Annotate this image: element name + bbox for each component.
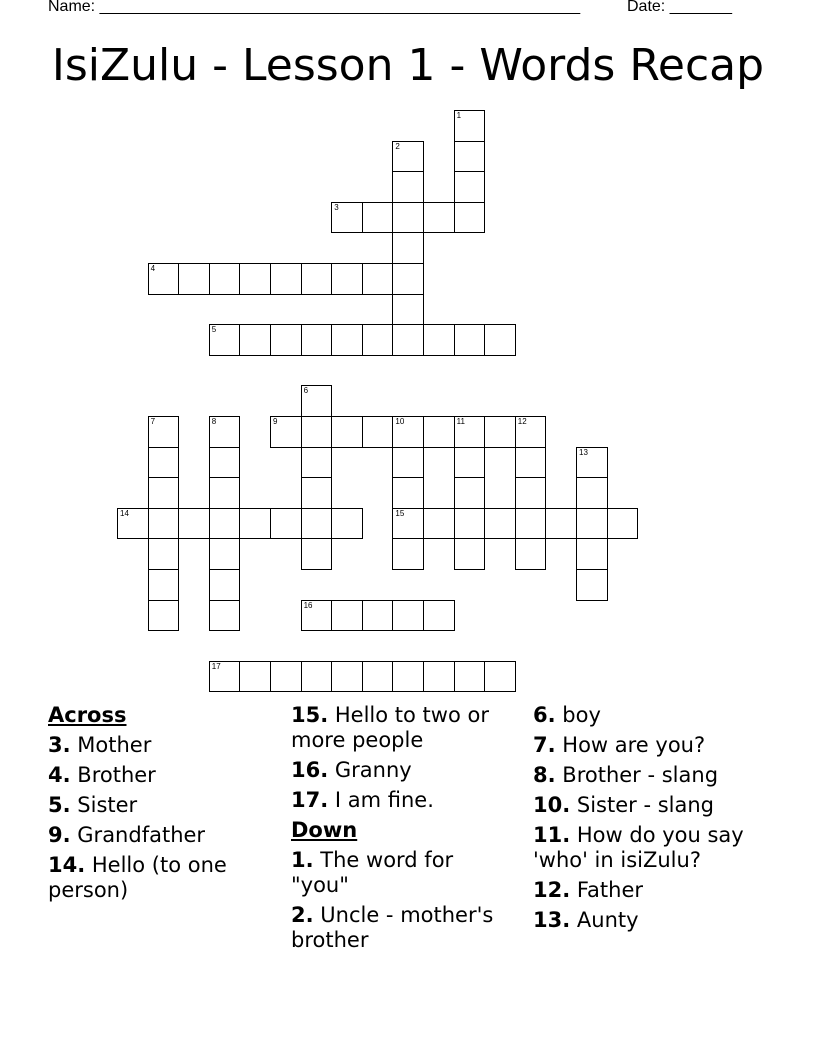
grid-cell[interactable] — [545, 508, 577, 540]
grid-cell[interactable] — [454, 508, 486, 540]
clue-item — [533, 823, 763, 873]
clue-text: I am fine. — [334, 788, 434, 812]
grid-cell[interactable] — [331, 416, 363, 448]
grid-cell[interactable] — [576, 508, 608, 540]
name-field-label: Name: ______________________________________________________ — [48, 0, 581, 15]
grid-cell[interactable] — [392, 294, 424, 326]
grid-cell[interactable] — [392, 141, 424, 173]
clue-text: boy — [562, 703, 601, 727]
clue-item — [48, 733, 278, 758]
clue-text: Sister - slang — [576, 793, 714, 817]
cell-number: 15 — [395, 508, 405, 518]
grid-cell[interactable] — [270, 661, 302, 693]
grid-cell[interactable] — [362, 416, 394, 448]
cell-number: 10 — [395, 417, 405, 426]
grid-cell[interactable] — [148, 416, 180, 448]
grid-cell[interactable] — [301, 538, 333, 570]
grid-cell[interactable] — [301, 508, 333, 540]
grid-cell[interactable] — [331, 202, 363, 234]
grid-cell[interactable] — [515, 416, 547, 448]
grid-cell[interactable] — [148, 263, 180, 295]
date-field-label: Date: _______ — [627, 0, 732, 15]
clue-item — [533, 793, 763, 818]
grid-cell[interactable] — [209, 263, 241, 295]
cell-number: 6 — [303, 386, 309, 396]
clue-section-heading: Down — [291, 818, 358, 842]
grid-cell[interactable] — [209, 324, 241, 356]
clue-number: 7. — [533, 733, 556, 757]
grid-cell[interactable] — [148, 508, 180, 540]
clue-item — [291, 788, 516, 813]
grid-cell[interactable] — [454, 477, 486, 509]
grid-cell[interactable] — [301, 447, 333, 479]
grid-cell[interactable] — [239, 661, 271, 693]
grid-cell[interactable] — [607, 508, 639, 540]
grid-cell[interactable] — [362, 263, 394, 295]
grid-cell[interactable] — [301, 324, 333, 356]
grid-cell[interactable] — [423, 416, 455, 448]
cell-number: 16 — [303, 600, 313, 610]
grid-cell[interactable] — [454, 202, 486, 234]
cell-number: 8 — [211, 417, 217, 426]
grid-cell[interactable] — [484, 416, 516, 448]
grid-cell[interactable] — [392, 508, 424, 540]
grid-cell[interactable] — [239, 263, 271, 295]
clue-number: 3. — [48, 733, 71, 757]
grid-cell[interactable] — [301, 385, 333, 417]
grid-cell[interactable] — [270, 263, 302, 295]
clue-number: 13. — [533, 908, 571, 932]
grid-cell[interactable] — [515, 477, 547, 509]
clue-item — [48, 793, 278, 818]
grid-cell[interactable] — [178, 263, 210, 295]
clue-number: 1. — [291, 848, 314, 872]
clue-text: Mother — [77, 733, 152, 757]
grid-cell[interactable] — [270, 416, 302, 448]
grid-cell[interactable] — [454, 110, 486, 142]
grid-cell[interactable] — [301, 263, 333, 295]
clue-column-2 — [291, 703, 516, 958]
cell-number: 17 — [211, 661, 221, 671]
clue-item — [291, 903, 516, 953]
clue-text: Hello to two or more people — [291, 703, 489, 752]
clue-number: 4. — [48, 763, 71, 787]
grid-cell[interactable] — [209, 569, 241, 601]
grid-cell[interactable] — [362, 600, 394, 632]
grid-cell[interactable] — [454, 171, 486, 203]
grid-cell[interactable] — [423, 202, 455, 234]
grid-cell[interactable] — [209, 447, 241, 479]
cell-number: 5 — [211, 325, 217, 335]
clue-text: Grandfather — [77, 823, 206, 847]
clue-item — [48, 763, 278, 788]
cell-number: 2 — [395, 141, 400, 151]
grid-cell[interactable] — [576, 447, 608, 479]
grid-cell[interactable] — [515, 447, 547, 479]
grid-cell[interactable] — [301, 477, 333, 509]
grid-cell[interactable] — [331, 600, 363, 632]
clue-item — [291, 758, 516, 783]
grid-cell[interactable] — [454, 324, 486, 356]
page-title: IsiZulu - Lesson 1 - Words Recap — [51, 40, 765, 91]
grid-cell[interactable] — [392, 538, 424, 570]
grid-cell[interactable] — [270, 508, 302, 540]
clue-item — [291, 703, 516, 753]
clue-text: Uncle - mother's brother — [291, 903, 494, 952]
grid-cell[interactable] — [392, 477, 424, 509]
grid-cell[interactable] — [484, 508, 516, 540]
cell-number: 14 — [120, 508, 129, 518]
grid-cell[interactable] — [576, 477, 608, 509]
grid-cell[interactable] — [148, 477, 180, 509]
cell-number: 9 — [273, 417, 278, 426]
clue-number: 8. — [533, 763, 556, 787]
cell-number: 11 — [456, 417, 465, 426]
grid-cell[interactable] — [148, 600, 180, 632]
grid-cell[interactable] — [331, 508, 363, 540]
grid-cell[interactable] — [484, 324, 516, 356]
clue-item — [533, 908, 763, 933]
clue-text: The word for "you" — [291, 848, 454, 897]
cell-number: 4 — [150, 264, 156, 273]
grid-cell[interactable] — [515, 538, 547, 570]
grid-cell[interactable] — [423, 600, 455, 632]
grid-cell[interactable] — [301, 600, 333, 632]
grid-cell[interactable] — [148, 447, 180, 479]
cell-number: 7 — [150, 417, 156, 426]
grid-cell[interactable] — [209, 416, 241, 448]
cell-number: 12 — [517, 417, 527, 426]
cell-number: 3 — [334, 202, 339, 212]
clue-number: 15. — [291, 703, 329, 727]
grid-cell[interactable] — [270, 324, 302, 356]
clue-text: Hello (to one person) — [48, 853, 227, 902]
grid-cell[interactable] — [301, 416, 333, 448]
grid-cell[interactable] — [454, 141, 486, 173]
grid-cell[interactable] — [392, 447, 424, 479]
grid-cell[interactable] — [392, 232, 424, 264]
grid-cell[interactable] — [239, 508, 271, 540]
grid-cell[interactable] — [331, 324, 363, 356]
clue-number: 12. — [533, 878, 571, 902]
grid-cell[interactable] — [209, 477, 241, 509]
grid-cell[interactable] — [331, 661, 363, 693]
clue-number: 10. — [533, 793, 571, 817]
grid-cell[interactable] — [423, 508, 455, 540]
grid-cell[interactable] — [209, 600, 241, 632]
clue-number: 6. — [533, 703, 556, 727]
grid-cell[interactable] — [178, 508, 210, 540]
clue-item — [48, 853, 278, 903]
cell-number: 1 — [456, 111, 462, 120]
grid-cell[interactable] — [576, 569, 608, 601]
grid-cell[interactable] — [392, 416, 424, 448]
grid-cell[interactable] — [362, 324, 394, 356]
grid-cell[interactable] — [392, 661, 424, 693]
grid-cell[interactable] — [423, 324, 455, 356]
clue-text: Granny — [334, 758, 412, 782]
clue-section-heading: Across — [48, 703, 127, 727]
clue-number: 14. — [48, 853, 86, 877]
grid-cell[interactable] — [515, 508, 547, 540]
grid-cell[interactable] — [362, 661, 394, 693]
grid-cell[interactable] — [362, 202, 394, 234]
clue-text: Brother - slang — [562, 763, 719, 787]
clue-number: 2. — [291, 903, 314, 927]
clue-number: 9. — [48, 823, 71, 847]
clue-text: How do you say 'who' in isiZulu? — [533, 823, 744, 872]
clue-text: Brother — [77, 763, 156, 787]
clue-number: 17. — [291, 788, 329, 812]
grid-cell[interactable] — [117, 508, 149, 540]
clue-item — [533, 763, 763, 788]
grid-cell[interactable] — [239, 324, 271, 356]
grid-cell[interactable] — [392, 263, 424, 295]
grid-cell[interactable] — [392, 324, 424, 356]
clue-text: How are you? — [562, 733, 706, 757]
grid-cell[interactable] — [209, 538, 241, 570]
grid-cell[interactable] — [392, 171, 424, 203]
grid-cell[interactable] — [209, 661, 241, 693]
grid-cell[interactable] — [392, 600, 424, 632]
clue-text: Father — [576, 878, 644, 902]
grid-cell[interactable] — [301, 661, 333, 693]
clue-column-3 — [533, 703, 763, 938]
clue-item — [533, 878, 763, 903]
cell-number: 13 — [579, 447, 588, 457]
clue-number: 16. — [291, 758, 329, 782]
clue-item — [533, 733, 763, 758]
clue-text: Sister — [77, 793, 138, 817]
clue-text: Aunty — [576, 908, 639, 932]
grid-cell[interactable] — [148, 569, 180, 601]
grid-cell[interactable] — [454, 538, 486, 570]
grid-cell[interactable] — [209, 508, 241, 540]
clue-number: 5. — [48, 793, 71, 817]
grid-cell[interactable] — [454, 661, 486, 693]
grid-cell[interactable] — [454, 416, 486, 448]
grid-cell[interactable] — [331, 263, 363, 295]
grid-cell[interactable] — [484, 661, 516, 693]
grid-cell[interactable] — [454, 447, 486, 479]
grid-cell[interactable] — [392, 202, 424, 234]
grid-cell[interactable] — [576, 538, 608, 570]
clue-item — [533, 703, 763, 728]
clue-item — [48, 823, 278, 848]
grid-cell[interactable] — [423, 661, 455, 693]
clue-number: 11. — [533, 823, 571, 847]
clue-item — [291, 848, 516, 898]
grid-cell[interactable] — [148, 538, 180, 570]
clue-column-1 — [48, 703, 278, 908]
